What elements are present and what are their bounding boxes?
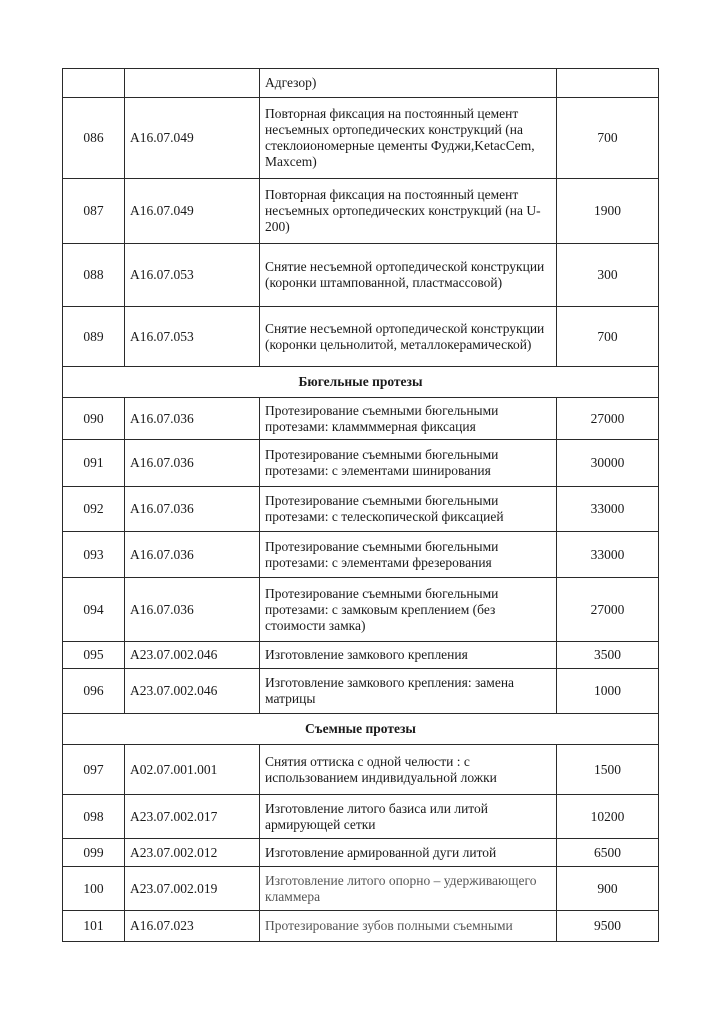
service-price: 27000 <box>557 398 659 440</box>
row-number: 095 <box>63 642 125 669</box>
service-code: А16.07.053 <box>125 307 260 367</box>
table-row <box>63 398 659 440</box>
service-price: 300 <box>557 244 659 307</box>
service-description: Протезирование съемными бюгельными протезами: с элементами шинирования <box>260 440 557 487</box>
row-number: 100 <box>63 867 125 911</box>
service-description: Изготовление армированной дуги литой <box>260 839 557 867</box>
row-number: 096 <box>63 669 125 714</box>
table-row <box>63 867 659 911</box>
service-code: А16.07.049 <box>125 98 260 179</box>
service-description: Протезирование съемными бюгельными протезами: с телескопической фиксацией <box>260 487 557 532</box>
service-description: Протезирование зубов полными съемными <box>260 911 557 942</box>
service-code: А23.07.002.046 <box>125 642 260 669</box>
service-description: Изготовление замкового крепления <box>260 642 557 669</box>
row-number: 093 <box>63 532 125 578</box>
table-row <box>63 244 659 307</box>
row-number: 091 <box>63 440 125 487</box>
service-price: 30000 <box>557 440 659 487</box>
service-price: 1000 <box>557 669 659 714</box>
service-description: Изготовление литого опорно – удерживающего кламмера <box>260 867 557 911</box>
service-code: А23.07.002.017 <box>125 795 260 839</box>
row-number: 101 <box>63 911 125 942</box>
service-description: Протезирование съемными бюгельными протезами: кламмммерная фиксация <box>260 398 557 440</box>
service-price: 33000 <box>557 532 659 578</box>
service-price <box>557 69 659 98</box>
row-number: 089 <box>63 307 125 367</box>
service-price: 900 <box>557 867 659 911</box>
section-title: Бюгельные протезы <box>63 367 659 398</box>
row-number: 088 <box>63 244 125 307</box>
price-table-body <box>63 69 659 942</box>
service-description: Снятие несъемной ортопедической конструкции (коронки цельнолитой, металлокерамической) <box>260 307 557 367</box>
row-number: 086 <box>63 98 125 179</box>
service-price: 6500 <box>557 839 659 867</box>
service-code: А16.07.053 <box>125 244 260 307</box>
service-code: А16.07.023 <box>125 911 260 942</box>
row-number: 094 <box>63 578 125 642</box>
service-code: А16.07.036 <box>125 578 260 642</box>
service-code: А23.07.002.019 <box>125 867 260 911</box>
table-row <box>63 911 659 942</box>
table-row <box>63 179 659 244</box>
service-code: А16.07.036 <box>125 440 260 487</box>
service-price: 10200 <box>557 795 659 839</box>
service-description: Повторная фиксация на постоянный цемент несъемных ортопедических конструкций (на стеклоиономерные цементы Фуджи,KetacCem, Maxcem) <box>260 98 557 179</box>
service-price: 1900 <box>557 179 659 244</box>
table-row <box>63 578 659 642</box>
table-row <box>63 669 659 714</box>
service-description: Протезирование съемными бюгельными протезами: с элементами фрезерования <box>260 532 557 578</box>
service-price: 33000 <box>557 487 659 532</box>
row-number: 087 <box>63 179 125 244</box>
row-number: 098 <box>63 795 125 839</box>
table-row <box>63 839 659 867</box>
service-price: 9500 <box>557 911 659 942</box>
row-number: 090 <box>63 398 125 440</box>
table-row <box>63 440 659 487</box>
service-code <box>125 69 260 98</box>
service-description: Повторная фиксация на постоянный цемент несъемных ортопедических конструкций (на U-200) <box>260 179 557 244</box>
section-header <box>63 367 659 398</box>
service-code: А16.07.036 <box>125 487 260 532</box>
service-price: 700 <box>557 98 659 179</box>
table-row <box>63 487 659 532</box>
section-header <box>63 714 659 745</box>
table-row <box>63 745 659 795</box>
service-code: А16.07.036 <box>125 398 260 440</box>
service-description: Протезирование съемными бюгельными протезами: с замковым креплением (без стоимости замка) <box>260 578 557 642</box>
service-code: А02.07.001.001 <box>125 745 260 795</box>
service-price: 1500 <box>557 745 659 795</box>
table-row <box>63 307 659 367</box>
service-description: Снятия оттиска с одной челюсти : с использованием индивидуальной ложки <box>260 745 557 795</box>
row-number: 099 <box>63 839 125 867</box>
row-number: 097 <box>63 745 125 795</box>
service-price: 27000 <box>557 578 659 642</box>
service-code: А23.07.002.012 <box>125 839 260 867</box>
service-description: Адгезор) <box>260 69 557 98</box>
table-row <box>63 98 659 179</box>
service-price: 700 <box>557 307 659 367</box>
section-title: Съемные протезы <box>63 714 659 745</box>
price-table <box>62 68 659 942</box>
service-description: Снятие несъемной ортопедической конструкции (коронки штампованной, пластмассовой) <box>260 244 557 307</box>
row-number <box>63 69 125 98</box>
table-row <box>63 69 659 98</box>
row-number: 092 <box>63 487 125 532</box>
table-row <box>63 795 659 839</box>
service-code: А23.07.002.046 <box>125 669 260 714</box>
table-row <box>63 642 659 669</box>
service-description: Изготовление замкового крепления: замена матрицы <box>260 669 557 714</box>
service-code: А16.07.049 <box>125 179 260 244</box>
service-code: А16.07.036 <box>125 532 260 578</box>
table-row <box>63 532 659 578</box>
service-description: Изготовление литого базиса или литой армирующей сетки <box>260 795 557 839</box>
service-price: 3500 <box>557 642 659 669</box>
